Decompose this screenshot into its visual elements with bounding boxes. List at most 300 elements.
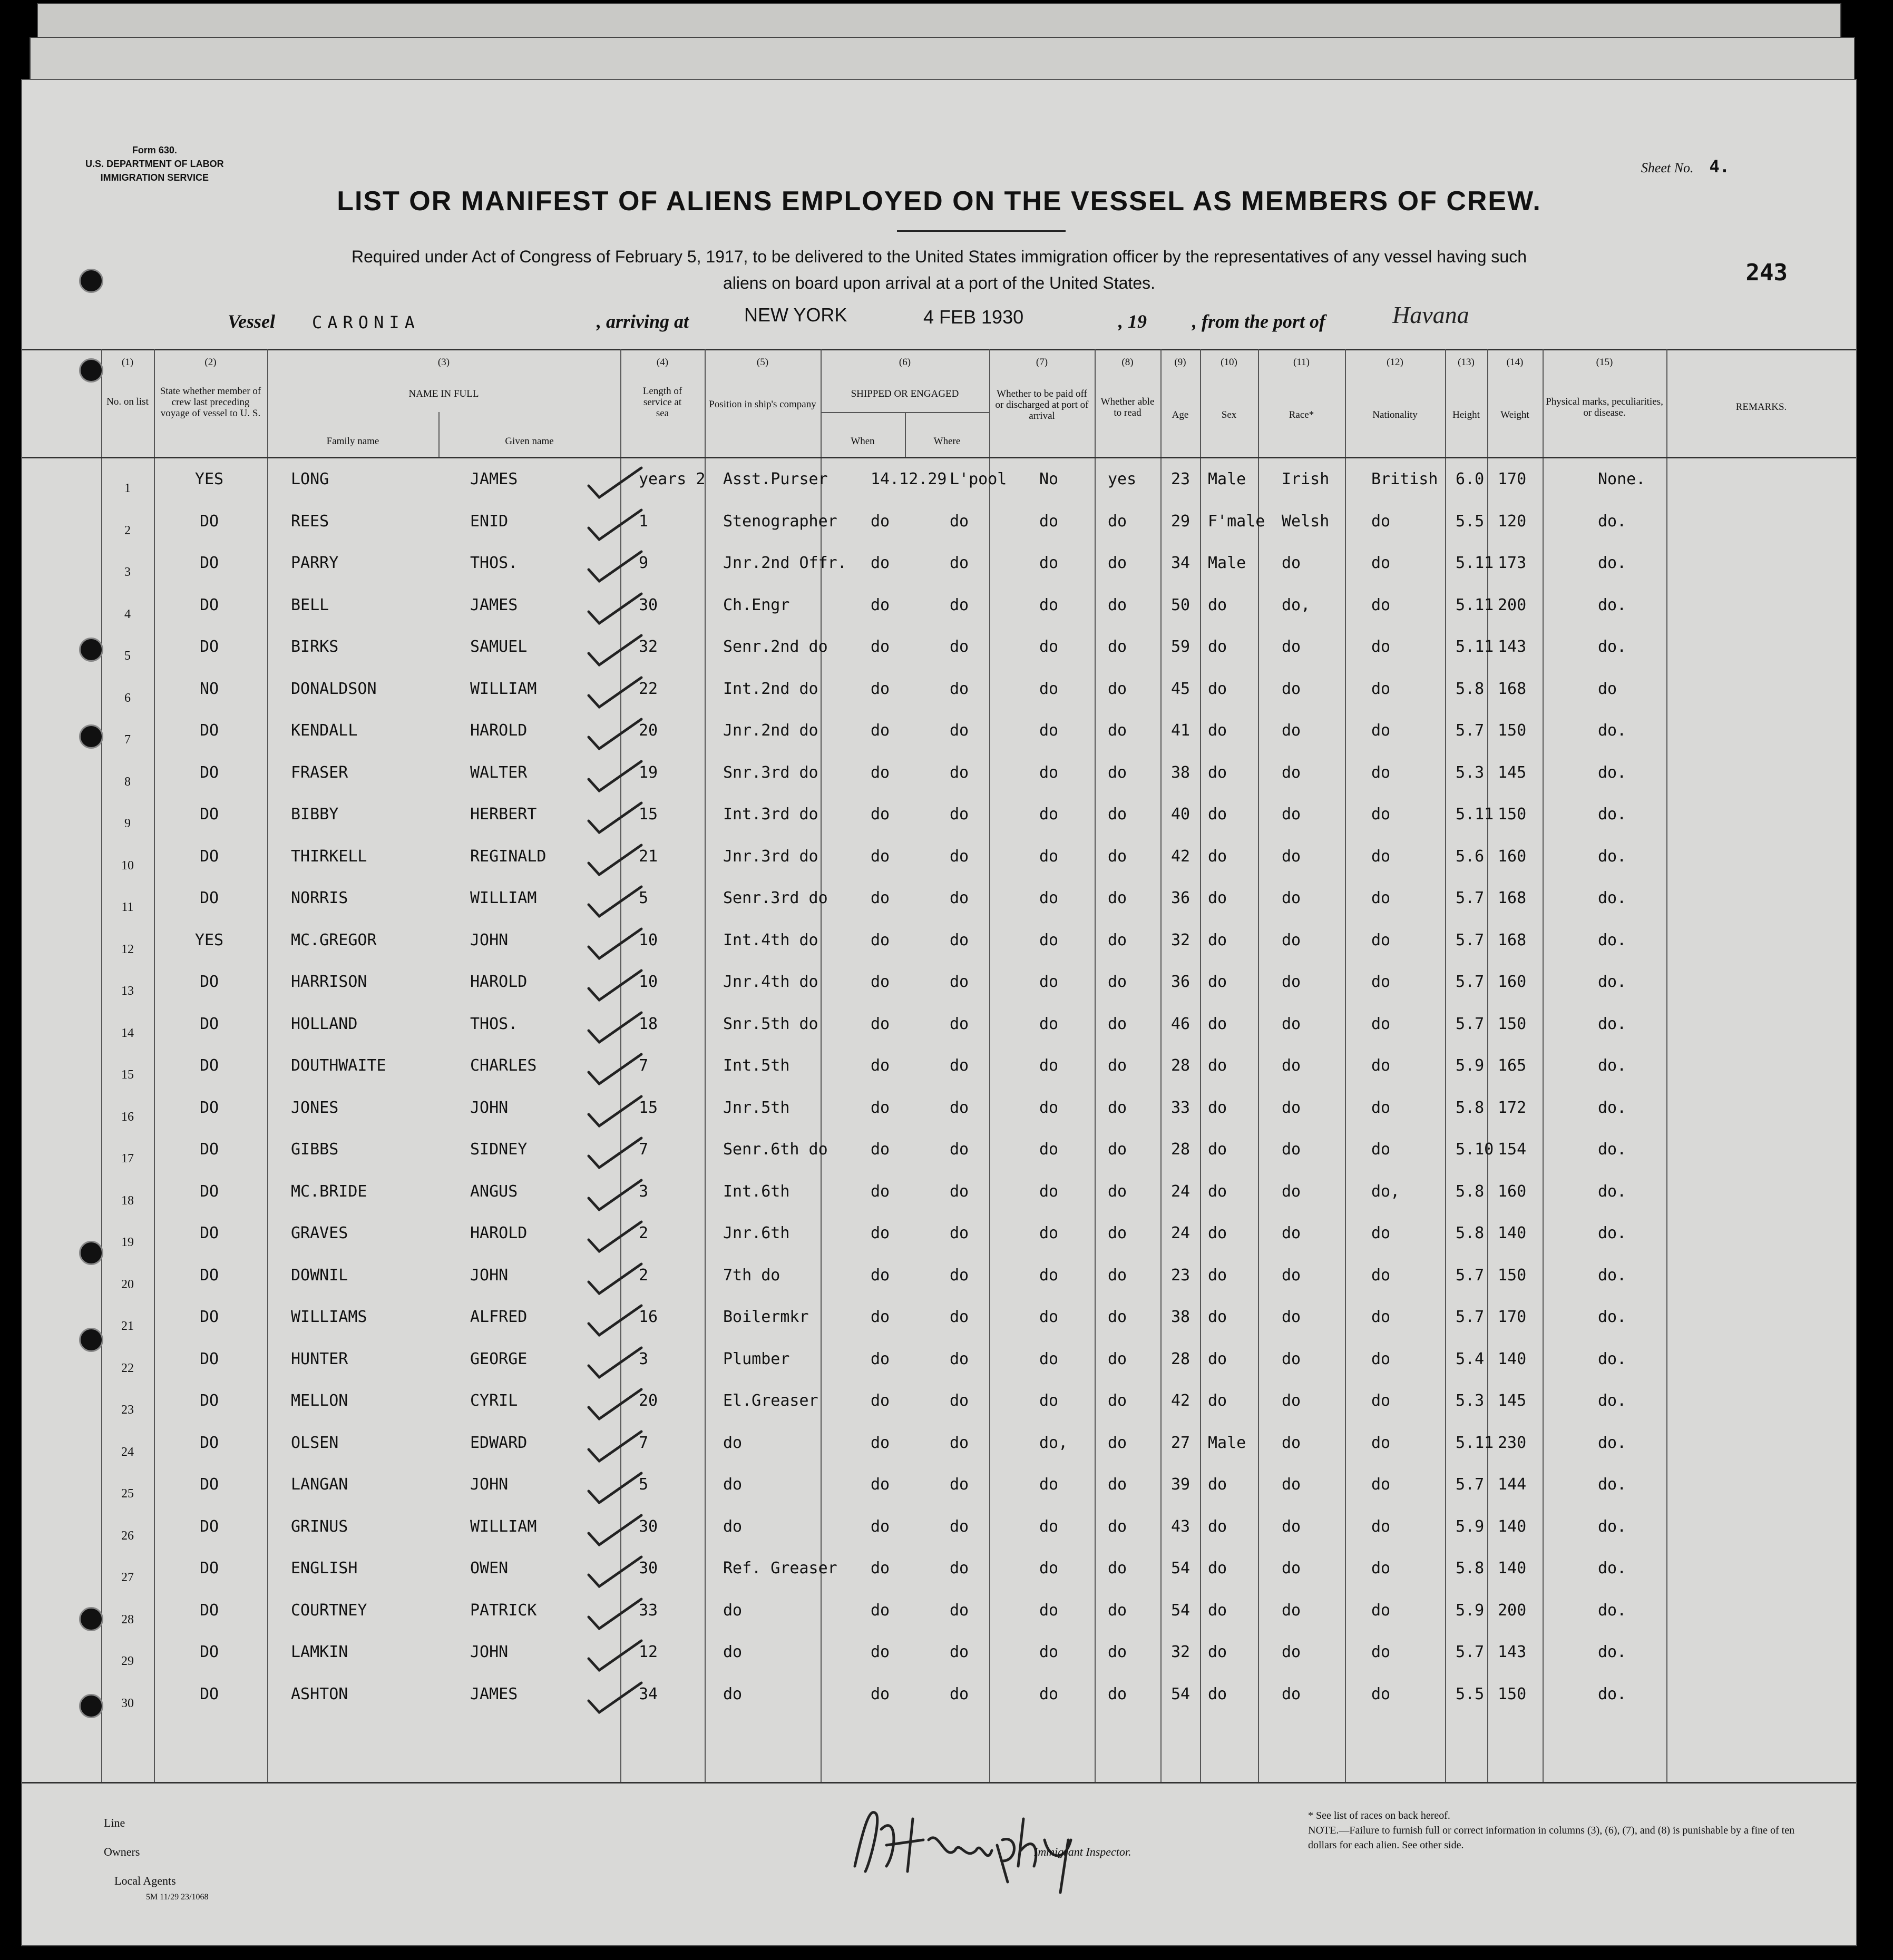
- given-name-cell: WILLIAM: [470, 679, 537, 698]
- able-to-read-cell: do: [1108, 1182, 1127, 1201]
- height-cell: 5.11: [1456, 554, 1494, 572]
- able-to-read-cell: do: [1108, 1266, 1127, 1285]
- check-mark-icon: [583, 1386, 647, 1423]
- family-name-cell: GRINUS: [291, 1517, 348, 1536]
- physical-marks-cell: do.: [1598, 1349, 1627, 1368]
- sex-cell: do: [1208, 847, 1227, 866]
- page-number: 243: [1745, 259, 1788, 286]
- sex-cell: Male: [1208, 1433, 1246, 1452]
- physical-marks-cell: do.: [1598, 595, 1627, 614]
- position-cell: El.Greaser: [723, 1391, 818, 1410]
- nationality-cell: do: [1371, 1601, 1391, 1620]
- able-to-read-cell: do: [1108, 1559, 1127, 1577]
- physical-marks-cell: do.: [1598, 512, 1627, 531]
- nationality-cell: do: [1371, 1643, 1391, 1661]
- check-mark-icon: [583, 1470, 647, 1507]
- given-name-cell: THOS.: [470, 1014, 518, 1033]
- able-to-read-cell: do: [1108, 1517, 1127, 1536]
- shipped-where-cell: do: [950, 847, 969, 866]
- service-length-cell: 19: [639, 763, 658, 782]
- header-bottom-rule: [22, 457, 1856, 458]
- col-header-where: Where: [933, 436, 961, 447]
- immigrant-inspector-label: Immigrant Inspector.: [1034, 1845, 1131, 1858]
- able-to-read-cell: do: [1108, 721, 1127, 740]
- paid-off-cell: do: [1039, 930, 1059, 949]
- nationality-cell: do: [1371, 763, 1391, 782]
- race-cell: Welsh: [1282, 512, 1330, 531]
- family-name-cell: BELL: [291, 595, 329, 614]
- weight-cell: 168: [1498, 889, 1527, 907]
- shipped-where-cell: do: [950, 1559, 969, 1577]
- nationality-cell: do: [1371, 1224, 1391, 1242]
- paid-off-cell: do: [1039, 1517, 1059, 1536]
- age-cell: 24: [1171, 1224, 1191, 1242]
- paid-off-cell: do: [1039, 1475, 1059, 1494]
- physical-marks-cell: do.: [1598, 1517, 1627, 1536]
- row-number: 22: [121, 1361, 134, 1375]
- prev-voyage-cell: DO: [199, 889, 219, 907]
- position-cell: Snr.5th do: [723, 1014, 818, 1033]
- service-length-cell: 15: [639, 1098, 658, 1117]
- given-name-cell: JAMES: [470, 595, 518, 614]
- check-mark-icon: [583, 1051, 647, 1088]
- physical-marks-cell: do.: [1598, 763, 1627, 782]
- service-length-cell: 32: [639, 638, 658, 656]
- row-number: 10: [121, 858, 134, 873]
- sex-cell: do: [1208, 638, 1227, 656]
- paid-off-cell: do: [1039, 679, 1059, 698]
- race-cell: do: [1282, 973, 1301, 991]
- nationality-cell: do: [1371, 679, 1391, 698]
- service-length-cell: 5: [639, 889, 649, 907]
- position-cell: Jnr.2nd Offr.: [723, 554, 847, 572]
- physical-marks-cell: do.: [1598, 1433, 1627, 1452]
- age-cell: 54: [1171, 1559, 1191, 1577]
- row-number: 30: [121, 1696, 134, 1710]
- given-name-cell: OWEN: [470, 1559, 509, 1577]
- shipped-where-cell: L'pool: [950, 470, 1007, 488]
- family-name-cell: JONES: [291, 1098, 339, 1117]
- shipped-when-cell: do: [871, 721, 890, 740]
- shipped-when-cell: do: [871, 1601, 890, 1620]
- family-name-cell: OLSEN: [291, 1433, 339, 1452]
- given-name-cell: CHARLES: [470, 1056, 537, 1075]
- position-cell: do: [723, 1643, 743, 1661]
- able-to-read-cell: do: [1108, 1601, 1127, 1620]
- height-cell: 6.0: [1456, 470, 1485, 488]
- prev-voyage-cell: NO: [199, 679, 219, 698]
- check-mark-icon: [583, 1428, 647, 1465]
- age-cell: 34: [1171, 554, 1191, 572]
- position-cell: Senr.3rd do: [723, 889, 828, 907]
- row-number: 24: [121, 1445, 134, 1459]
- family-name-cell: THIRKELL: [291, 847, 367, 866]
- paid-off-cell: do: [1039, 1224, 1059, 1242]
- department-name: U.S. DEPARTMENT OF LABOR: [85, 159, 224, 169]
- weight-cell: 170: [1498, 1308, 1527, 1326]
- height-cell: 5.7: [1456, 1475, 1485, 1494]
- vessel-label: Vessel: [228, 311, 275, 332]
- age-cell: 50: [1171, 595, 1191, 614]
- col-header-name: NAME IN FULL: [408, 388, 479, 399]
- race-cell: do: [1282, 1224, 1301, 1242]
- prev-voyage-cell: DO: [199, 1559, 219, 1577]
- row-number: 26: [121, 1528, 134, 1543]
- shipped-where-cell: do: [950, 1517, 969, 1536]
- physical-marks-cell: do.: [1598, 847, 1627, 866]
- height-cell: 5.6: [1456, 847, 1485, 866]
- col-num-6: (6): [899, 357, 911, 368]
- height-cell: 5.11: [1456, 595, 1494, 614]
- service-length-cell: 3: [639, 1349, 649, 1368]
- weight-cell: 172: [1498, 1098, 1527, 1117]
- height-cell: 5.8: [1456, 1182, 1485, 1201]
- given-name-cell: HAROLD: [470, 1224, 528, 1242]
- race-cell: do: [1282, 1266, 1301, 1285]
- race-cell: do: [1282, 1349, 1301, 1368]
- column-divider: [705, 349, 706, 1782]
- paid-off-cell: do: [1039, 595, 1059, 614]
- col-header-remarks: REMARKS.: [1735, 401, 1787, 413]
- family-name-cell: ENGLISH: [291, 1559, 358, 1577]
- arrival-date-stamp: 4 FEB 1930: [923, 306, 1024, 328]
- physical-marks-cell: do.: [1598, 1475, 1627, 1494]
- prev-voyage-cell: DO: [199, 1224, 219, 1242]
- sex-cell: do: [1208, 1098, 1227, 1117]
- position-cell: Stenographer: [723, 512, 837, 531]
- paid-off-cell: do: [1039, 721, 1059, 740]
- weight-cell: 144: [1498, 1475, 1527, 1494]
- nationality-cell: do: [1371, 554, 1391, 572]
- paid-off-cell: do: [1039, 1643, 1059, 1661]
- family-name-cell: HARRISON: [291, 973, 367, 991]
- family-name-cell: DOWNIL: [291, 1266, 348, 1285]
- nationality-cell: do: [1371, 1475, 1391, 1494]
- position-cell: Plumber: [723, 1349, 790, 1368]
- prev-voyage-cell: YES: [194, 470, 224, 488]
- physical-marks-cell: do.: [1598, 1643, 1627, 1661]
- weight-cell: 200: [1498, 1601, 1527, 1620]
- family-name-cell: LONG: [291, 470, 329, 488]
- age-cell: 38: [1171, 1308, 1191, 1326]
- prev-voyage-cell: DO: [199, 973, 219, 991]
- races-note: * See list of races on back hereof.: [1308, 1810, 1450, 1821]
- row-number: 20: [121, 1277, 134, 1291]
- shipped-where-cell: do: [950, 595, 969, 614]
- prev-voyage-cell: DO: [199, 1014, 219, 1033]
- service-length-cell: 12: [639, 1643, 658, 1661]
- service-length-cell: 21: [639, 847, 658, 866]
- check-mark-icon: [583, 465, 647, 502]
- shipped-where-cell: do: [950, 679, 969, 698]
- weight-cell: 143: [1498, 638, 1527, 656]
- nationality-cell: do: [1371, 973, 1391, 991]
- age-cell: 28: [1171, 1140, 1191, 1159]
- shipped-where-cell: do: [950, 1391, 969, 1410]
- position-cell: Jnr.3rd do: [723, 847, 818, 866]
- able-to-read-cell: do: [1108, 1308, 1127, 1326]
- weight-cell: 160: [1498, 847, 1527, 866]
- shipped-when-cell: do: [871, 1684, 890, 1703]
- check-mark-icon: [583, 716, 647, 753]
- able-to-read-cell: do: [1108, 679, 1127, 698]
- height-cell: 5.9: [1456, 1056, 1485, 1075]
- age-cell: 46: [1171, 1014, 1191, 1033]
- service-length-cell: 30: [639, 1559, 658, 1577]
- height-cell: 5.7: [1456, 1266, 1485, 1285]
- age-cell: 54: [1171, 1601, 1191, 1620]
- weight-cell: 230: [1498, 1433, 1527, 1452]
- col-num-11: (11): [1293, 357, 1310, 368]
- service-length-cell: 1: [639, 512, 649, 531]
- position-cell: 7th do: [723, 1266, 780, 1285]
- race-cell: do: [1282, 1308, 1301, 1326]
- prev-voyage-cell: DO: [199, 1182, 219, 1201]
- service-length-cell: 15: [639, 805, 658, 824]
- col-num-12: (12): [1387, 357, 1403, 368]
- col-header-no: No. on list: [106, 396, 149, 407]
- age-cell: 23: [1171, 1266, 1191, 1285]
- column-divider: [905, 412, 906, 457]
- from-port-handwritten: Havana: [1392, 301, 1469, 328]
- service-name: IMMIGRATION SERVICE: [100, 172, 209, 183]
- paid-off-cell: do: [1039, 1559, 1059, 1577]
- paid-off-cell: do: [1039, 1601, 1059, 1620]
- paid-off-cell: No: [1039, 470, 1059, 488]
- subtitle-line-2: aliens on board upon arrival at a port of the United States.: [723, 273, 1156, 292]
- position-cell: Int.5th: [723, 1056, 790, 1075]
- given-name-cell: JOHN: [470, 1643, 509, 1661]
- position-cell: do: [723, 1684, 743, 1703]
- col-header-prev-voyage: State whether member of crew last preceding voyage of vessel to U. S.: [160, 386, 261, 419]
- race-cell: do: [1282, 1140, 1301, 1159]
- col-num-13: (13): [1458, 357, 1475, 368]
- nationality-cell: do: [1371, 595, 1391, 614]
- shipped-when-cell: do: [871, 1391, 890, 1410]
- form-number: Form 630.: [132, 145, 177, 155]
- height-cell: 5.8: [1456, 1224, 1485, 1242]
- family-name-cell: MC.GREGOR: [291, 930, 377, 949]
- sex-cell: do: [1208, 1601, 1227, 1620]
- paid-off-cell: do: [1039, 1266, 1059, 1285]
- able-to-read-cell: do: [1108, 1056, 1127, 1075]
- family-name-cell: DONALDSON: [291, 679, 377, 698]
- given-name-cell: JOHN: [470, 1266, 509, 1285]
- row-number: 18: [121, 1193, 134, 1208]
- shipped-where-cell: do: [950, 512, 969, 531]
- service-length-cell: years 2: [639, 470, 706, 488]
- shipped-where-cell: do: [950, 1601, 969, 1620]
- shipped-where-cell: do: [950, 763, 969, 782]
- row-number: 21: [121, 1319, 134, 1333]
- paid-off-cell: do: [1039, 512, 1059, 531]
- nationality-cell: do: [1371, 847, 1391, 866]
- check-mark-icon: [583, 884, 647, 920]
- position-cell: Int.4th do: [723, 930, 818, 949]
- nationality-cell: do: [1371, 1517, 1391, 1536]
- column-divider: [1160, 349, 1162, 1782]
- race-cell: do: [1282, 679, 1301, 698]
- nationality-cell: do: [1371, 1308, 1391, 1326]
- row-number: 19: [121, 1236, 134, 1249]
- shipped-when-cell: do: [871, 1056, 890, 1075]
- vessel-line: [228, 301, 1598, 341]
- paid-off-cell: do,: [1039, 1433, 1068, 1452]
- height-cell: 5.11: [1456, 1433, 1494, 1452]
- manifest-subtitle: [196, 243, 1682, 296]
- col-header-age: Age: [1172, 409, 1189, 420]
- paid-off-cell: do: [1039, 1056, 1059, 1075]
- weight-cell: 120: [1498, 512, 1527, 531]
- given-name-cell: PATRICK: [470, 1601, 537, 1620]
- service-length-cell: 30: [639, 595, 658, 614]
- physical-marks-cell: None.: [1598, 470, 1646, 488]
- prev-voyage-cell: DO: [199, 847, 219, 866]
- column-divider: [1666, 349, 1667, 1782]
- shipped-where-cell: do: [950, 1224, 969, 1242]
- position-cell: do: [723, 1475, 743, 1494]
- col-header-service: Length of service at sea: [642, 386, 682, 419]
- shipped-when-cell: do: [871, 595, 890, 614]
- family-name-cell: MC.BRIDE: [291, 1182, 367, 1201]
- sex-cell: Male: [1208, 554, 1246, 572]
- physical-marks-cell: do.: [1598, 1182, 1627, 1201]
- shipped-where-cell: do: [950, 1643, 969, 1661]
- able-to-read-cell: do: [1108, 805, 1127, 824]
- height-cell: 5.7: [1456, 1308, 1485, 1326]
- service-length-cell: 30: [639, 1517, 658, 1536]
- paid-off-cell: do: [1039, 763, 1059, 782]
- paid-off-cell: do: [1039, 1098, 1059, 1117]
- punch-hole: [79, 638, 103, 662]
- able-to-read-cell: do: [1108, 1224, 1127, 1242]
- weight-cell: 170: [1498, 470, 1527, 488]
- weight-cell: 165: [1498, 1056, 1527, 1075]
- column-divider: [101, 349, 102, 1782]
- nationality-cell: do: [1371, 1349, 1391, 1368]
- shipped-when-cell: do: [871, 930, 890, 949]
- col-header-when: When: [851, 436, 875, 447]
- height-cell: 5.7: [1456, 1014, 1485, 1033]
- height-cell: 5.3: [1456, 1391, 1485, 1410]
- physical-marks-cell: do.: [1598, 638, 1627, 656]
- given-name-cell: REGINALD: [470, 847, 547, 866]
- shipped-when-cell: do: [871, 1559, 890, 1577]
- shipped-where-cell: do: [950, 1433, 969, 1452]
- race-cell: do: [1282, 889, 1301, 907]
- given-name-cell: JAMES: [470, 470, 518, 488]
- manifest-title: LIST OR MANIFEST OF ALIENS EMPLOYED ON THE VESSEL AS MEMBERS OF CREW.: [337, 186, 1541, 217]
- given-name-cell: WALTER: [470, 763, 528, 782]
- col-num-1: (1): [121, 357, 134, 368]
- nationality-cell: do,: [1371, 1182, 1400, 1201]
- age-cell: 59: [1171, 638, 1191, 656]
- race-cell: do: [1282, 1684, 1301, 1703]
- shipped-where-cell: do: [950, 1266, 969, 1285]
- shipped-when-cell: do: [871, 1266, 890, 1285]
- shipped-when-cell: do: [871, 1098, 890, 1117]
- height-cell: 5.7: [1456, 721, 1485, 740]
- weight-cell: 143: [1498, 1643, 1527, 1661]
- race-cell: do: [1282, 1433, 1301, 1452]
- shipped-where-cell: do: [950, 1056, 969, 1075]
- able-to-read-cell: do: [1108, 512, 1127, 531]
- column-divider: [1095, 349, 1096, 1782]
- row-number: 25: [121, 1487, 134, 1501]
- row-number: 15: [121, 1068, 134, 1082]
- race-cell: do: [1282, 1182, 1301, 1201]
- col-header-nationality: Nationality: [1372, 409, 1418, 420]
- shipped-where-cell: do: [950, 973, 969, 991]
- race-cell: do: [1282, 1475, 1301, 1494]
- col-num-5: (5): [756, 357, 769, 368]
- sex-cell: do: [1208, 1684, 1227, 1703]
- shipped-when-cell: do: [871, 679, 890, 698]
- col-num-10: (10): [1221, 357, 1237, 368]
- punch-hole: [79, 358, 103, 383]
- age-cell: 28: [1171, 1056, 1191, 1075]
- able-to-read-cell: do: [1108, 1391, 1127, 1410]
- nationality-cell: do: [1371, 1433, 1391, 1452]
- family-name-cell: GIBBS: [291, 1140, 339, 1159]
- col-header-read: Whether able to read: [1100, 396, 1155, 418]
- subtitle-line-1: Required under Act of Congress of February 5, 1917, to be delivered to the United States immigration officer by the representatives of any vessel having such: [352, 247, 1527, 266]
- weight-cell: 168: [1498, 679, 1527, 698]
- physical-marks-cell: do.: [1598, 930, 1627, 949]
- print-code: 5M 11/29 23/1068: [146, 1893, 209, 1902]
- able-to-read-cell: do: [1108, 1643, 1127, 1661]
- row-number: 27: [121, 1571, 134, 1584]
- physical-marks-cell: do.: [1598, 1308, 1627, 1326]
- given-name-cell: ALFRED: [470, 1308, 528, 1326]
- given-name-cell: CYRIL: [470, 1391, 518, 1410]
- shipped-where-cell: do: [950, 1140, 969, 1159]
- service-length-cell: 10: [639, 973, 658, 991]
- check-mark-icon: [583, 1010, 647, 1046]
- family-name-cell: NORRIS: [291, 889, 348, 907]
- age-cell: 42: [1171, 1391, 1191, 1410]
- shipped-where-cell: do: [950, 889, 969, 907]
- family-name-cell: MELLON: [291, 1391, 348, 1410]
- given-name-cell: SAMUEL: [470, 638, 528, 656]
- paid-off-cell: do: [1039, 973, 1059, 991]
- physical-marks-cell: do.: [1598, 1056, 1627, 1075]
- family-name-cell: PARRY: [291, 554, 339, 572]
- family-name-cell: DOUTHWAITE: [291, 1056, 386, 1075]
- sex-cell: do: [1208, 1643, 1227, 1661]
- sex-cell: do: [1208, 1475, 1227, 1494]
- prev-voyage-cell: DO: [199, 1308, 219, 1326]
- col-header-weight: Weight: [1500, 409, 1529, 420]
- able-to-read-cell: do: [1108, 554, 1127, 572]
- height-cell: 5.9: [1456, 1601, 1485, 1620]
- physical-marks-cell: do.: [1598, 1098, 1627, 1117]
- service-length-cell: 20: [639, 1391, 658, 1410]
- position-cell: do: [723, 1517, 743, 1536]
- line-label: Line: [104, 1816, 125, 1829]
- age-cell: 54: [1171, 1684, 1191, 1703]
- weight-cell: 154: [1498, 1140, 1527, 1159]
- shipped-when-cell: do: [871, 1643, 890, 1661]
- service-length-cell: 3: [639, 1182, 649, 1201]
- age-cell: 40: [1171, 805, 1191, 824]
- prev-voyage-cell: DO: [199, 1475, 219, 1494]
- prev-voyage-cell: DO: [199, 1349, 219, 1368]
- sex-cell: do: [1208, 679, 1227, 698]
- service-length-cell: 2: [639, 1266, 649, 1285]
- given-name-cell: JOHN: [470, 1098, 509, 1117]
- given-name-cell: ANGUS: [470, 1182, 518, 1201]
